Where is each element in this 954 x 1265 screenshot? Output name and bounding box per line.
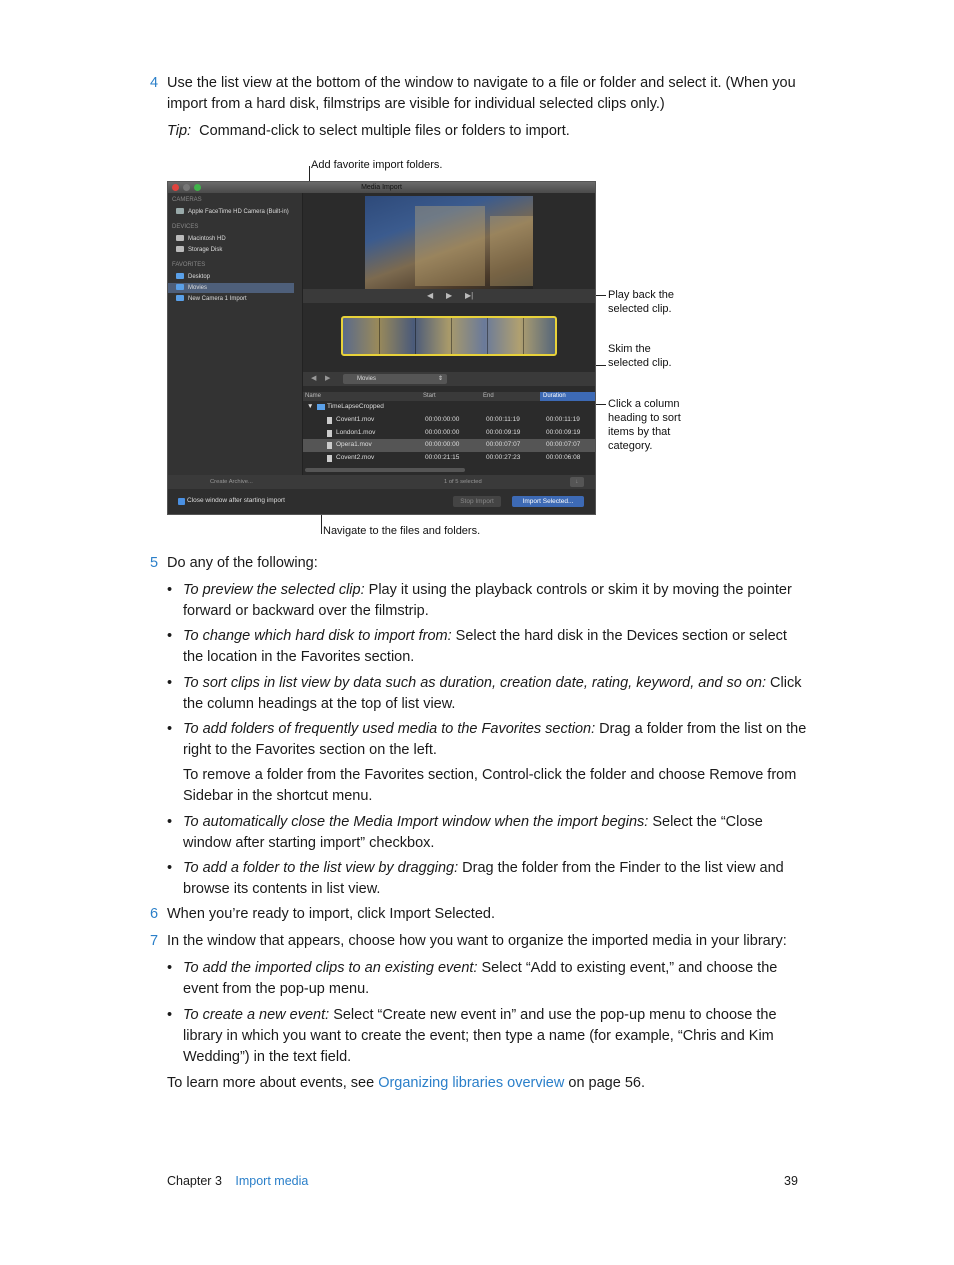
row-end: 00:00:09:19 — [486, 429, 521, 436]
bullet-rest: Select the “Close window after starting import” checkbox. — [183, 814, 763, 851]
row-duration: 00:00:06:08 — [546, 454, 581, 461]
sidebar-item-new-camera-import[interactable] — [176, 294, 302, 304]
remove-note: To remove a folder from the Favorites section, Control-click the folder and choose Remove from Sidebar in the shortcut menu. — [183, 767, 797, 804]
play-icon[interactable]: ▶ — [446, 291, 453, 300]
bullet-lead: To add folders of frequently used media to the Favorites section: — [183, 721, 596, 737]
bullet-dot: • — [167, 628, 173, 644]
filmstrip-frame-divider — [487, 318, 488, 354]
bullet-dot: • — [167, 960, 173, 976]
sidebar-item-label: Macintosh HD — [188, 236, 226, 242]
clip-viewer — [365, 196, 533, 290]
callout-playback: Play back the selected clip. — [608, 289, 675, 315]
import-selected-button[interactable]: Import Selected... — [512, 496, 584, 507]
learn-more-suffix: on page 56. — [564, 1075, 645, 1091]
column-header-duration[interactable]: Duration — [540, 392, 596, 401]
table-row[interactable] — [303, 439, 596, 452]
bullet-rest: Select the hard disk in the Devices section or select the location in the Favorites section. — [183, 628, 787, 665]
row-end: 00:00:07:07 — [486, 441, 521, 448]
bullet-lead: To add the imported clips to an existing event: — [183, 960, 478, 976]
bullet-lead: To add a folder to the list view by dragging: — [183, 860, 459, 876]
folder-popup[interactable] — [343, 374, 447, 384]
movie-file-icon — [327, 417, 332, 424]
list-nav-bar — [303, 372, 596, 386]
learn-more-prefix: To learn more about events, see — [167, 1075, 379, 1091]
sidebar-item-label: Storage Disk — [188, 247, 223, 253]
bullet-text — [183, 1005, 807, 1068]
camera-icon — [176, 208, 184, 214]
bullet-rest: Select “Add to existing event,” and choose the event from the pop-up menu. — [183, 960, 778, 997]
bullet-text — [183, 958, 807, 1000]
learn-more — [167, 1073, 807, 1094]
next-clip-icon[interactable]: ▶| — [465, 291, 474, 300]
folder-row-label: TimeLapseCropped — [327, 403, 384, 410]
callout-column: Click a column heading to sort items by that category. — [608, 398, 681, 452]
chapter-label: Chapter 3 — [167, 1174, 222, 1188]
bullet-dot: • — [167, 675, 173, 691]
footer-chapter — [167, 1173, 308, 1189]
column-header-start[interactable]: Start — [423, 393, 436, 399]
bullet-lead: To change which hard disk to import from: — [183, 628, 452, 644]
bullet-dot: • — [167, 860, 173, 876]
row-name: Covent1.mov — [336, 416, 375, 423]
sidebar-item-movies[interactable] — [168, 283, 294, 293]
column-header-end[interactable]: End — [483, 393, 494, 399]
sidebar-item-desktop[interactable] — [176, 272, 302, 282]
chapter-link[interactable]: Import media — [235, 1174, 309, 1188]
row-end: 00:00:11:19 — [486, 416, 520, 423]
organizing-libraries-link[interactable]: Organizing libraries overview — [378, 1075, 565, 1091]
row-start: 00:00:00:00 — [425, 416, 460, 423]
folder-icon — [176, 273, 184, 279]
movie-file-icon — [327, 442, 332, 449]
folder-icon — [176, 295, 184, 301]
filmstrip-frame-divider — [415, 318, 416, 354]
bullet-lead: To sort clips in list view by data such as duration, creation date, rating, keyword, and so on: — [183, 675, 766, 691]
sidebar-item-label: New Camera 1 Import — [188, 296, 247, 302]
folder-row[interactable] — [303, 401, 596, 414]
row-start: 00:00:00:00 — [425, 429, 460, 436]
zoom-window-icon[interactable] — [194, 184, 201, 191]
selection-count: 1 of 5 selected — [444, 479, 482, 485]
folder-icon — [176, 284, 184, 290]
filmstrip-frame-divider — [523, 318, 524, 354]
row-duration: 00:00:11:19 — [546, 416, 580, 423]
row-start: 00:00:00:00 — [425, 441, 460, 448]
bullet-text — [183, 812, 807, 854]
playback-controls — [303, 289, 596, 303]
viewer-building — [490, 216, 533, 286]
row-start: 00:00:21:15 — [425, 454, 460, 461]
column-header-name[interactable]: Name — [305, 393, 322, 399]
callout-favorites: Add favorite import folders. — [311, 159, 443, 171]
bullet-rest: Drag a folder from the list on the right to the Favorites section on the left. — [183, 721, 807, 758]
tip — [167, 121, 807, 142]
minimize-window-icon[interactable] — [183, 184, 190, 191]
bullet-dot: • — [167, 1007, 173, 1023]
table-row[interactable] — [303, 452, 596, 465]
sidebar-item-macintosh-hd[interactable] — [176, 234, 302, 244]
step-number: 6 — [150, 906, 159, 922]
window-titlebar — [168, 182, 595, 193]
bullet-dot: • — [167, 582, 173, 598]
horizontal-scrollbar[interactable] — [305, 468, 465, 472]
row-name: London1.mov — [336, 429, 376, 436]
sidebar-item-camera[interactable] — [176, 207, 302, 217]
tip-label: Tip: — [167, 123, 192, 139]
hard-disk-icon — [176, 246, 184, 252]
row-duration: 00:00:09:19 — [546, 429, 581, 436]
viewer-building — [415, 206, 485, 286]
disclosure-triangle-icon[interactable]: ▼ — [307, 403, 314, 410]
back-arrow-icon[interactable]: ◀ — [311, 375, 317, 382]
folder-icon — [317, 404, 325, 410]
hard-disk-icon — [176, 235, 184, 241]
row-name: Opera1.mov — [336, 441, 372, 448]
status-bar — [168, 475, 595, 489]
step-text: Do any of the following: — [167, 555, 318, 571]
create-archive-button[interactable]: Create Archive... — [210, 479, 253, 485]
stop-import-button[interactable]: Stop Import — [453, 496, 501, 507]
forward-arrow-icon[interactable]: ▶ — [325, 375, 331, 382]
bullet-dot: • — [167, 814, 173, 830]
movie-file-icon — [327, 430, 332, 437]
bullet-text — [183, 626, 807, 668]
bullet-text — [183, 673, 807, 715]
table-row[interactable] — [303, 414, 596, 427]
row-end: 00:00:27:23 — [486, 454, 521, 461]
bullet-lead: To preview the selected clip: — [183, 582, 365, 598]
step-number: 5 — [150, 555, 159, 571]
chevron-updown-icon: ⇕ — [437, 376, 443, 382]
step-text: When you’re ready to import, click Import Selected. — [167, 906, 495, 922]
bullet-lead: To create a new event: — [183, 1007, 330, 1023]
import-sidebar — [168, 193, 303, 490]
tip-text: Command-click to select multiple files or folders to import. — [199, 123, 570, 139]
sidebar-item-label: Movies — [188, 285, 208, 291]
favorites-heading: FAVORITES — [172, 262, 206, 268]
movie-file-icon — [327, 455, 332, 462]
filmstrip-frame-divider — [451, 318, 452, 354]
filmstrip[interactable] — [341, 316, 557, 356]
bullet-text — [183, 719, 807, 761]
sidebar-item-label: Desktop — [188, 274, 211, 280]
sidebar-item-label: Apple FaceTime HD Camera (Built-in) — [188, 209, 289, 215]
window-footer — [168, 489, 595, 515]
previous-clip-icon[interactable]: ◀ — [427, 291, 434, 300]
callout-navigate: Navigate to the files and folders. — [323, 525, 481, 537]
folder-popup-label: Movies — [357, 376, 377, 382]
bullet-rest: Click the column headings at the top of list view. — [183, 675, 802, 712]
sidebar-item-storage-disk[interactable] — [176, 245, 302, 255]
callout-skim: Skim the selected clip. — [608, 343, 672, 369]
cameras-heading: CAMERAS — [172, 197, 202, 203]
table-row[interactable] — [303, 427, 596, 440]
page-number: 39 — [784, 1174, 798, 1188]
row-name: Covent2.mov — [336, 454, 375, 461]
bullet-text — [183, 858, 807, 900]
step-number: 7 — [150, 933, 159, 949]
bullet-rest: Drag the folder from the Finder to the list view and browse its contents in list view. — [183, 860, 784, 897]
bullet-text — [183, 580, 807, 622]
close-window-checkbox-label: Close window after starting import — [187, 497, 285, 504]
step-text: Use the list view at the bottom of the window to navigate to a file or folder and select it. (When you import from a hard disk, filmstrips are visible for individual selected clips only.) — [167, 75, 796, 112]
close-window-icon[interactable] — [172, 184, 179, 191]
step-number: 4 — [150, 75, 159, 91]
close-window-checkbox[interactable] — [178, 498, 185, 505]
filmstrip-frame-divider — [379, 318, 380, 354]
devices-heading: DEVICES — [172, 224, 199, 230]
bullet-dot: • — [167, 721, 173, 737]
step-text: In the window that appears, choose how you want to organize the imported media in your library: — [167, 933, 787, 949]
bullet-lead: To automatically close the Media Import window when the import begins: — [183, 814, 649, 830]
bullet-rest: Play it using the playback controls or skim it by moving the pointer forward or backward over the filmstrip. — [183, 582, 792, 619]
import-options-icon[interactable]: ↓ — [570, 477, 584, 487]
row-duration: 00:00:07:07 — [546, 441, 581, 448]
media-import-window — [167, 181, 596, 515]
window-title: Media Import — [361, 184, 402, 191]
bullet-rest: Select “Create new event in” and use the pop-up menu to choose the library in which you want to create the event; then type a name (for example, “Chris and Kim Wedding”) in the text field. — [183, 1007, 777, 1065]
